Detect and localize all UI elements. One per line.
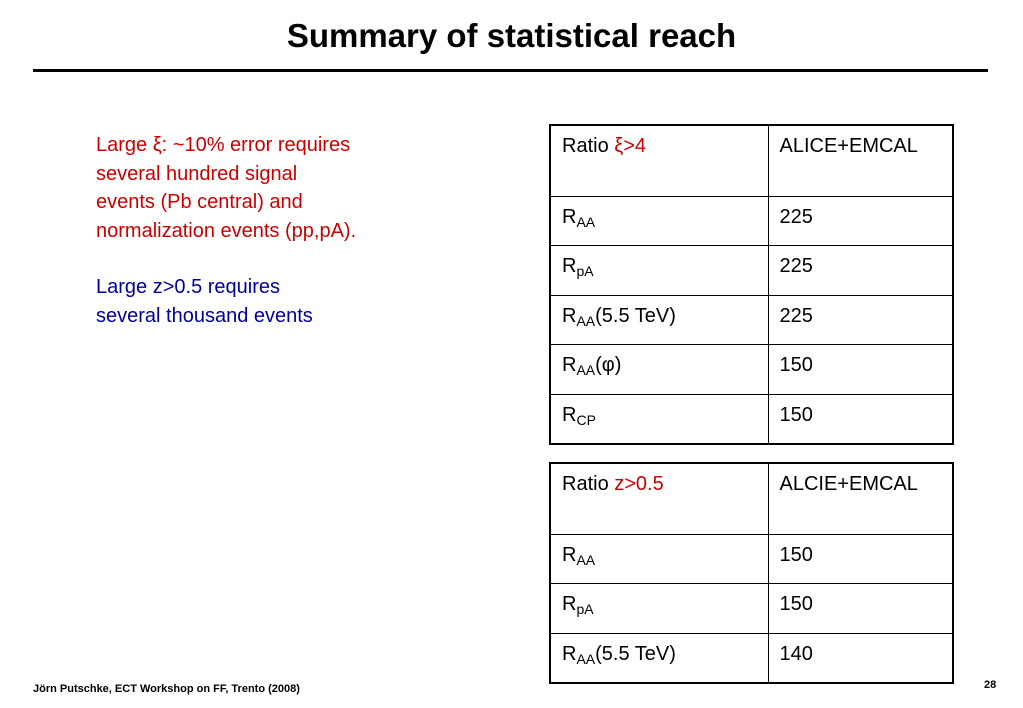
header-detector-cell: ALCIE+EMCAL — [768, 463, 953, 534]
text-block — [96, 131, 516, 330]
ratio-cell — [550, 196, 768, 246]
table-row — [550, 246, 953, 296]
table-z — [549, 462, 954, 684]
ratio-cell — [550, 584, 768, 634]
paragraph-xi-line: normalization events (pp,pA). — [96, 219, 357, 242]
slide-title: Summary of statistical reach — [286, 17, 737, 54]
ratio-base: R — [562, 593, 577, 615]
paragraph-z — [96, 273, 516, 330]
table-xi — [549, 124, 954, 445]
ratio-base: R — [562, 354, 577, 376]
ratio-cell — [550, 345, 768, 395]
ratio-subscript: pA — [576, 601, 594, 617]
paragraph-z-line: Large z>0.5 requires — [96, 276, 281, 298]
ratio-cell — [550, 394, 768, 444]
table-row — [550, 345, 953, 395]
ratio-subscript: CP — [576, 411, 596, 428]
ratio-base: R — [562, 205, 577, 228]
table-row — [550, 584, 953, 634]
ratio-base: R — [562, 543, 577, 566]
header-ratio-cell — [550, 463, 768, 534]
ratio-subscript: pA — [576, 263, 594, 279]
table-row — [550, 196, 953, 246]
ratio-cell — [550, 633, 768, 683]
table-row — [550, 295, 953, 345]
ratio-base: R — [562, 304, 577, 327]
table-row — [550, 633, 953, 683]
ratio-subscript: AA — [576, 362, 596, 378]
ratio-cell — [550, 295, 768, 345]
header-ratio-label: Ratio — [562, 473, 615, 495]
header-ratio-label: Ratio — [562, 135, 615, 157]
value-cell: 150 — [768, 394, 953, 444]
ratio-suffix: (5.5 TeV) — [595, 642, 676, 665]
footer-credit: Jörn Putschke, ECT Workshop on FF, Trento (2008) — [33, 683, 300, 695]
ratio-base: R — [562, 255, 577, 277]
table-row — [550, 534, 953, 584]
ratio-subscript: AA — [576, 312, 596, 329]
header-ratio-cell — [550, 125, 768, 196]
paragraph-xi-line: several hundred signal — [96, 162, 298, 185]
ratio-subscript: AA — [576, 551, 596, 568]
value-cell: 150 — [768, 345, 953, 395]
title-underline — [33, 69, 988, 72]
ratio-subscript: AA — [576, 650, 596, 667]
header-ratio-condition: ξ>4 — [614, 135, 647, 157]
ratio-base: R — [562, 642, 577, 665]
paragraph-xi-line: events (Pb central) and — [96, 191, 303, 213]
value-cell: 150 — [768, 584, 953, 634]
table-header-row — [550, 125, 953, 196]
ratio-cell — [550, 534, 768, 584]
paragraph-z-line: several thousand events — [96, 304, 313, 327]
header-ratio-condition: z>0.5 — [614, 473, 664, 495]
value-cell: 225 — [768, 196, 953, 246]
table-header-row — [550, 463, 953, 534]
value-cell: 140 — [768, 633, 953, 683]
paragraph-xi-line: Large ξ: ~10% error requires — [96, 134, 351, 156]
ratio-suffix: (φ) — [595, 354, 622, 376]
page-number: 28 — [984, 679, 997, 691]
value-cell: 225 — [768, 295, 953, 345]
paragraph-xi — [96, 131, 516, 245]
table-row — [550, 394, 953, 444]
header-detector-cell: ALICE+EMCAL — [768, 125, 953, 196]
ratio-subscript: AA — [576, 213, 596, 230]
value-cell: 150 — [768, 534, 953, 584]
ratio-cell — [550, 246, 768, 296]
value-cell: 225 — [768, 246, 953, 296]
ratio-base: R — [562, 403, 577, 426]
ratio-suffix: (5.5 TeV) — [595, 304, 676, 327]
